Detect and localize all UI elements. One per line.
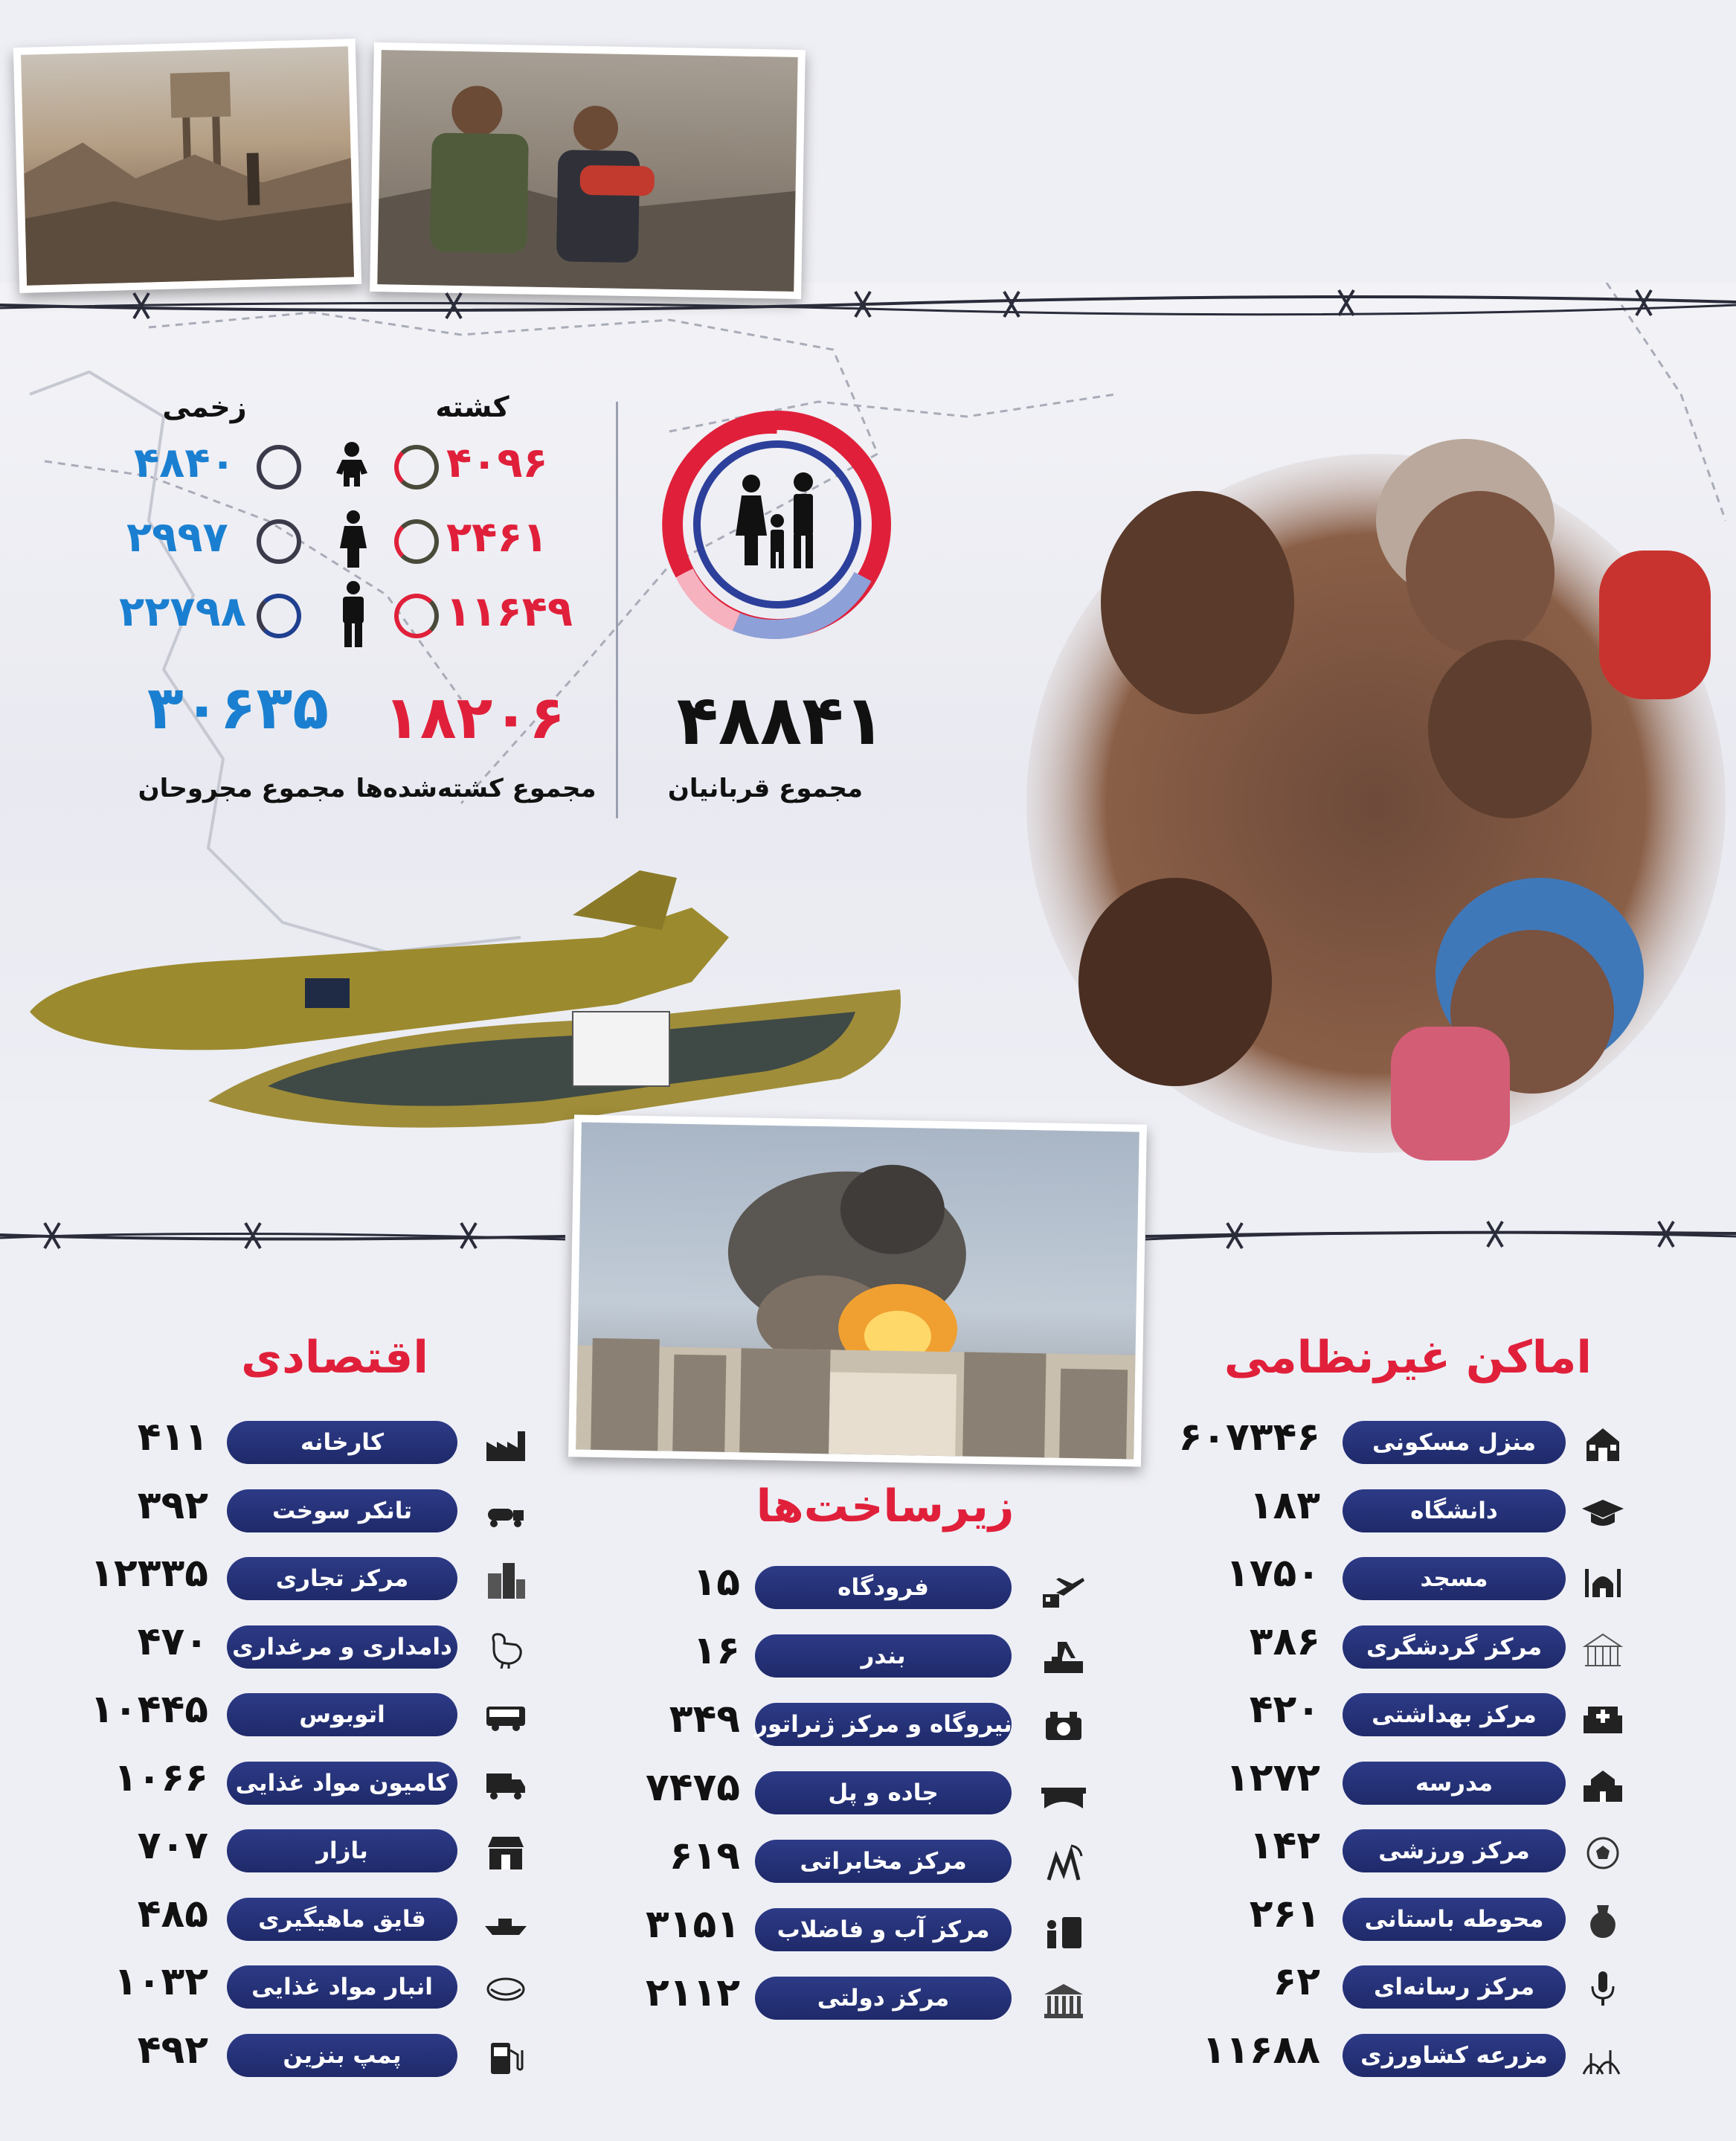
infrastructure-label-pill: مرکز مخابراتی xyxy=(755,1840,1012,1883)
economic-value: ۱۰۶۶ xyxy=(114,1755,208,1800)
civilian-label-pill: مرکز گردشگری xyxy=(1343,1625,1566,1669)
infrastructure-value: ۱۶ xyxy=(692,1628,740,1673)
civilian-label-pill: مزرعه کشاورزی xyxy=(1343,2034,1566,2077)
economic-value: ۴۷۰ xyxy=(137,1619,208,1664)
economic-value: ۴۱۱ xyxy=(137,1415,208,1460)
civilian-value: ۳۸۶ xyxy=(1249,1619,1320,1664)
infrastructure-value: ۱۵ xyxy=(692,1560,740,1605)
killed-children-value: ۴۰۹۶ xyxy=(446,439,548,487)
wounded-children-value: ۴۸۴۰ xyxy=(134,439,236,487)
economic-label-pill: کارخانه xyxy=(227,1421,457,1464)
wounded-men-value: ۲۲۷۹۸ xyxy=(119,588,246,636)
economic-row xyxy=(0,1823,1736,1874)
total-victims-value: ۴۸۸۴۱ xyxy=(676,681,886,760)
fuel-tanker-icon xyxy=(483,1491,528,1532)
wounded-header: زخمی xyxy=(162,391,247,423)
infrastructure-section-title: زیرساخت‌ها xyxy=(756,1480,1015,1532)
civilian-section-title: اماکن غیرنظامی xyxy=(1224,1332,1592,1384)
children-photo xyxy=(989,417,1733,1168)
killed-women-ring xyxy=(394,519,439,564)
wounded-women-ring xyxy=(257,519,301,564)
economic-row xyxy=(0,1483,1736,1534)
civilian-label-pill: دانشگاه xyxy=(1343,1489,1566,1532)
economic-row xyxy=(0,1959,1736,2010)
infrastructure-label-pill: فرودگاه xyxy=(755,1566,1012,1609)
infrastructure-value: ۳۴۹ xyxy=(669,1697,740,1742)
civilian-value: ۱۴۲ xyxy=(1249,1823,1320,1868)
economic-label-pill: دامداری و مرغداری xyxy=(227,1625,457,1669)
economic-label-pill: قایق ماهیگیری xyxy=(227,1898,457,1941)
economic-label-pill: کامیون مواد غذایی xyxy=(227,1762,457,1805)
shop-icon xyxy=(483,1831,528,1872)
woman-icon xyxy=(338,510,368,569)
civilian-value: ۱۸۳ xyxy=(1249,1483,1320,1528)
economic-value: ۱۰۳۲ xyxy=(114,1959,208,2004)
infrastructure-value: ۳۱۵۱ xyxy=(646,1902,740,1947)
economic-label-pill: مرکز تجاری xyxy=(227,1557,457,1600)
wounded-men-ring xyxy=(257,594,301,638)
economic-section-title: اقتصادی xyxy=(241,1332,428,1384)
food-store-icon xyxy=(483,1967,528,2009)
infrastructure-label-pill: بندر xyxy=(755,1634,1012,1678)
civilian-value: ۲۶۱ xyxy=(1249,1891,1320,1936)
civilian-value: ۱۲۷۲ xyxy=(1226,1755,1320,1800)
civilian-label-pill: مرکز رسانه‌ای xyxy=(1343,1965,1566,2009)
truck-icon xyxy=(483,1763,528,1805)
barbed-wire-top xyxy=(0,283,1736,327)
explosion-photo xyxy=(568,1114,1147,1466)
infrastructure-label-pill: مرکز آب و فاضلاب xyxy=(755,1908,1012,1951)
economic-label-pill: بازار xyxy=(227,1829,457,1872)
economic-label-pill: پمپ بنزین xyxy=(227,2034,457,2077)
killed-header: کشته xyxy=(435,391,509,423)
economic-row xyxy=(0,1619,1736,1670)
economic-label-pill: انبار مواد غذایی xyxy=(227,1965,457,2009)
rubble-photo xyxy=(13,39,361,293)
infrastructure-label-pill: مرکز دولتی xyxy=(755,1977,1012,2020)
economic-row xyxy=(0,1551,1736,1602)
civilian-value: ۶۰۷۳۴۶ xyxy=(1178,1415,1320,1460)
infrastructure-value: ۷۴۷۵ xyxy=(646,1765,740,1810)
family-icon xyxy=(725,469,829,573)
economic-value: ۱۲۳۳۵ xyxy=(90,1551,208,1596)
total-wounded-label: مجموع مجروحان xyxy=(138,774,346,803)
civilian-value: ۴۲۰ xyxy=(1249,1687,1320,1732)
man-icon xyxy=(338,580,368,647)
wounded-women-value: ۲۹۹۷ xyxy=(126,513,228,562)
economic-row xyxy=(0,2027,1736,2079)
total-killed-value: ۱۸۲۰۶ xyxy=(383,683,565,752)
killed-women-value: ۲۴۶۱ xyxy=(446,513,548,562)
civilian-label-pill: مدرسه xyxy=(1343,1762,1566,1805)
rescue-photo xyxy=(370,42,806,299)
civilian-value: ۱۷۵۰ xyxy=(1226,1551,1320,1596)
civilian-label-pill: مرکز ورزشی xyxy=(1343,1829,1566,1872)
total-wounded-value: ۳۰۶۳۵ xyxy=(147,673,329,742)
killed-children-ring xyxy=(394,445,439,489)
chicken-icon xyxy=(483,1627,528,1669)
factory-icon xyxy=(483,1422,528,1464)
bus-icon xyxy=(483,1695,528,1736)
stats-divider xyxy=(616,402,618,818)
buildings-icon xyxy=(483,1559,528,1600)
civilian-label-pill: مسجد xyxy=(1343,1557,1566,1600)
infrastructure-label-pill: نیروگاه و مرکز ژنراتور xyxy=(755,1703,1012,1746)
total-killed-label: مجموع کشته‌شده‌ها xyxy=(356,774,597,803)
barbed-wire-middle xyxy=(0,1213,1736,1257)
infrastructure-value: ۶۱۹ xyxy=(669,1834,740,1878)
child-icon xyxy=(335,440,369,492)
economic-value: ۱۰۴۴۵ xyxy=(90,1687,208,1732)
civilian-value: ۱۱۶۸۸ xyxy=(1202,2027,1320,2073)
economic-value: ۴۸۵ xyxy=(137,1891,208,1936)
total-victims-label: مجموع قربانیان xyxy=(667,774,863,803)
killed-men-ring xyxy=(394,594,439,638)
gas-pump-icon xyxy=(483,2035,528,2077)
civilian-label-pill: مرکز بهداشتی xyxy=(1343,1693,1566,1736)
infrastructure-value: ۲۱۱۲ xyxy=(646,1971,740,2015)
economic-row xyxy=(0,1415,1736,1466)
civilian-label-pill: محوطه باستانی xyxy=(1343,1898,1566,1941)
economic-row xyxy=(0,1891,1736,1942)
civilian-label-pill: منزل مسکونی xyxy=(1343,1421,1566,1464)
wounded-children-ring xyxy=(257,445,301,489)
economic-value: ۷۰۷ xyxy=(137,1823,208,1868)
economic-value: ۳۹۲ xyxy=(137,1483,208,1528)
killed-men-value: ۱۱۶۴۹ xyxy=(446,588,573,636)
economic-value: ۴۹۲ xyxy=(137,2027,208,2073)
economic-row xyxy=(0,1687,1736,1738)
boat-icon xyxy=(483,1899,528,1941)
civilian-value: ۶۲ xyxy=(1273,1959,1320,2004)
economic-label-pill: اتوبوس xyxy=(227,1693,457,1736)
infrastructure-label-pill: جاده و پل xyxy=(755,1771,1012,1814)
economic-row xyxy=(0,1755,1736,1806)
economic-label-pill: تانکر سوخت xyxy=(227,1489,457,1532)
